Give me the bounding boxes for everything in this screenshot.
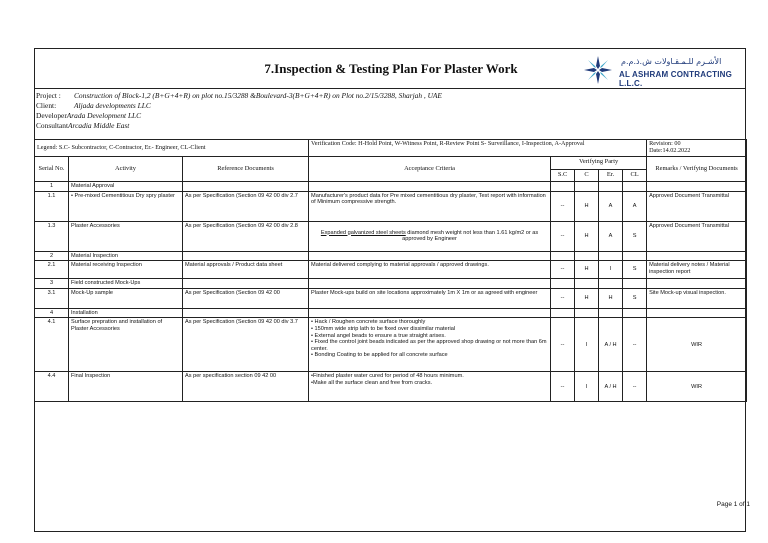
table-row: 2.1 Material receiving Inspection Material approvals / Product data sheet Material delivered complying to material approvals / approved drawings. -- H I S Material delivery notes / Material inspection report xyxy=(35,261,747,279)
header-verifying-party: Verifying Party xyxy=(551,157,647,170)
header-serial: Serial No. xyxy=(35,157,69,182)
header-sc: S.C xyxy=(551,169,575,182)
table-row-section-2: 2 Material Inspection xyxy=(35,251,747,261)
company-logo xyxy=(583,54,733,86)
page-title: 7.Inspection & Testing Plan For Plaster Work xyxy=(264,61,518,76)
legend-text: Legend: S.C- Subcontractor, C-Contractor, Er.- Engineer, CL-Client xyxy=(35,140,309,157)
header-c: C xyxy=(575,169,599,182)
project-line: Project : Construction of Block-1,2 (B+G+4+R) on plot no.15/3288 &Boulevard-3(B+G+4+R) on Plot no.2/15/3288, Sharjah , UAE xyxy=(36,91,442,100)
star-logo-icon xyxy=(583,55,613,85)
table-row: 4.1 Surface prepration and installation of Plaster Accessories As per Specification (Section 09 42 00 div 3.7 • Hack / Roughen concrete surface thoroughly • 150mm wide strip lath to be fixed over dissimilar material • External angel beads to ensure a true straight arises. • Fixed the control joint beads indicated as per the approved shop drawing or not more than 6m center. • Bonding Coating to be applied for all concrete surface -- I A / H -- WIR xyxy=(35,318,747,372)
project-info xyxy=(36,91,742,131)
header-activity: Activity xyxy=(69,157,183,182)
header-remarks: Remarks / Verifying Documents xyxy=(647,157,747,182)
developer-line: DeveloperArada Development LLC xyxy=(36,111,142,120)
table-row: 1.1 • Pre-mixed Cementitious Dry spry plaster As per Specification (Section 09 42 00 div 2.7 Manufacturer's product data for Pre mixed cementitious dry plaster, Test report with information of Minimum compressive strength. -- H A A Approved Document Transmittal xyxy=(35,191,747,221)
acceptance-list-cell: • Hack / Roughen concrete surface thoroughly • 150mm wide strip lath to be fixed over dissimilar material • External angel beads to ensure a true straight arises. • Fixed the control joint beads indicated as per the approved shop drawing or not more than 6m center. • Bonding Coating to be applied for all concrete surface xyxy=(309,318,551,372)
revision-cell: Revision: 00 Date:14.02.2022 xyxy=(647,140,747,157)
header-er: Er. xyxy=(599,169,623,182)
sheet-border xyxy=(34,140,746,532)
header-acceptance: Acceptance Criteria xyxy=(309,157,551,182)
logo-arabic-text: الأشـرم للـمـقـاولات ش.ذ.م.م xyxy=(621,57,722,66)
table-row-section-4: 4 Installation xyxy=(35,308,747,318)
client-line: Client: Aljada developments LLC xyxy=(36,101,151,110)
title-box xyxy=(34,48,746,89)
header-reference: Reference Documents xyxy=(183,157,309,182)
consultant-line: ConsultantArcadia Middle East xyxy=(36,121,130,130)
table-row: 4.4 Final Inspection As per specification section 09 42 00 •Finished plaster water cured for period of 48 hours minimum. •Make all the surface clean and free from cracks. -- I A / H -- WIR xyxy=(35,372,747,402)
logo-english-text: AL ASHRAM CONTRACTING L.L.C. xyxy=(619,70,733,88)
verification-code-text: Verification Code: H-Hold Point, W-Witness Point, R-Review Point S- Surveillance, I-Inspection, A-Approval xyxy=(309,140,647,157)
table-row-section-3: 3 Field constructed Mock-Ups xyxy=(35,279,747,289)
page-number: Page 1 of 1 xyxy=(716,501,750,508)
table-row: 3.1 Mock-Up sample As per Specification (Section 09 42 00 Plaster Mock-ups build on site locations approximately 1m X 1m or as agreed with engineer -- H H S Site Mock-up visual inspection. xyxy=(35,288,747,308)
header-cl: CL xyxy=(623,169,647,182)
acceptance-cell: Expanded galvanized steel sheets diamond mesh weight not less than 1.61 kg/m2 or as approved by Engineer xyxy=(309,221,551,251)
acceptance-list-cell: •Finished plaster water cured for period of 48 hours minimum. •Make all the surface clean and free from cracks. xyxy=(309,372,551,402)
table-row: 1.3 Plaster Accessories As per Specification (Section 09 42 00 div 2.8 Expanded galvanized steel sheets diamond mesh weight not less than 1.61 kg/m2 or as approved by Engineer -- H A S Approved Document Transmittal xyxy=(35,221,747,251)
table-row-section-1: 1 Material Approval xyxy=(35,182,747,192)
itp-sheet xyxy=(34,48,746,532)
